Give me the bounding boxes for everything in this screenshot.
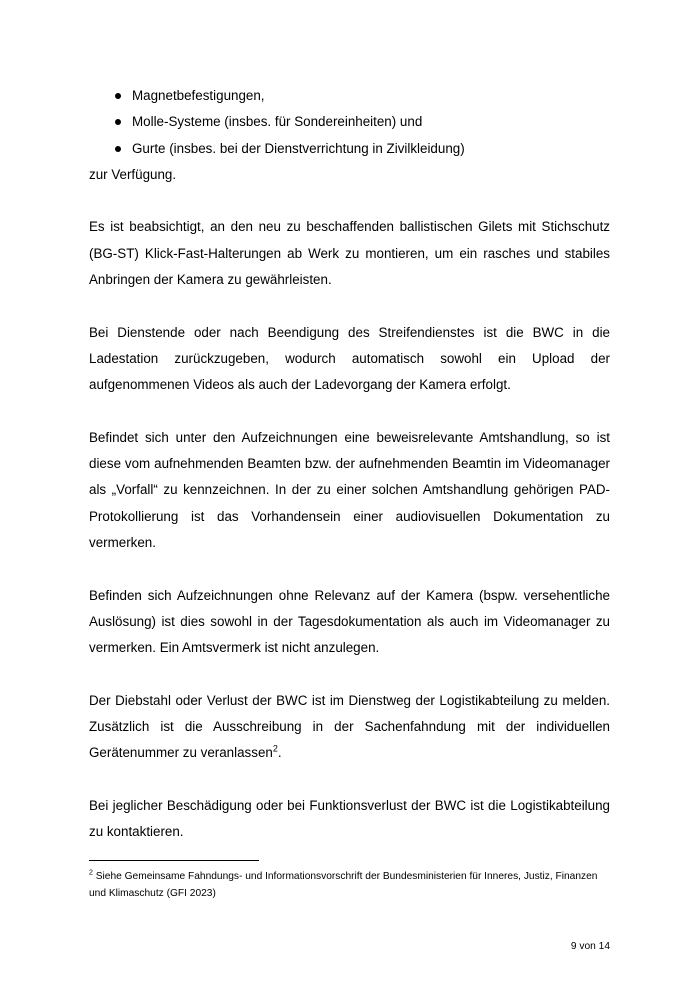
footnote-separator [89, 860, 259, 861]
bullet-icon [115, 119, 121, 125]
paragraph-irrelevant-recordings: Befinden sich Aufzeichnungen ohne Relevanz auf der Kamera (bspw. versehentliche Auslösung) ist dies sowohl in der Tagesdokumentation als auch im Videomanager zu vermerken. Ein Amtsvermerk ist nicht anzulegen. [89, 587, 610, 656]
page-number: 9 von 14 [570, 941, 610, 952]
footnote-number: 2 [89, 869, 93, 877]
theft-text: Der Diebstahl oder Verlust der BWC ist im Dienstweg der Logistikabteilung zu melden. Zusätzlich ist die Ausschreibung in der Sachenfahndung mit der individuellen Gerätenummer zu veranlassen [89, 692, 610, 761]
bullet-icon [115, 146, 121, 152]
list-lead-out: zur Verfügung. [89, 166, 177, 182]
paragraph-damage: Bei jeglicher Beschädigung oder bei Funktionsverlust der BWC ist die Logistikabteilung zu kontaktieren. [89, 798, 610, 840]
footnote-text: Siehe Gemeinsame Fahndungs- und Informationsvorschrift der Bundesministerien für Inneres, Justiz, Finanzen und Klimaschutz (GFI 2023) [89, 871, 598, 899]
list-item [89, 83, 610, 109]
footnote [89, 868, 610, 902]
paragraph-charging-station: Bei Dienstende oder nach Beendigung des Streifendienstes ist die BWC in die Ladestation zurückzugeben, wodurch automatisch sowohl ein Upload der aufgenommenen Videos als auch der Ladevorgang der Kamera erfolgt. [89, 324, 610, 393]
body-text [89, 83, 610, 846]
list-item [89, 109, 610, 135]
list-item-text: Magnetbefestigungen, [132, 88, 265, 103]
theft-text-end: . [277, 745, 282, 761]
paragraph-theft-loss [89, 688, 610, 767]
bullet-icon [115, 93, 121, 99]
list-item-text: Molle-Systeme (insbes. für Sondereinheiten) und [132, 114, 423, 130]
list-item [89, 136, 610, 162]
paragraph-evidence-marking: Befindet sich unter den Aufzeichnungen eine beweisrelevante Amtshandlung, so ist diese vom aufnehmenden Beamten bzw. der aufnehmenden Beamtin im Videomanager als „Vorfall“ zu kennzeichnen. In der zu einer solchen Amtshandlung gehörigen PAD-Protokollierung ist das Vorhandensein einer audiovisuellen Dokumentation zu vermerken. [89, 429, 610, 551]
footnote-reference: 2 [272, 743, 278, 754]
list-item-text: Gurte (insbes. bei der Dienstverrichtung in Zivilkleidung) [132, 140, 465, 156]
paragraph-bg-st-mounting: Es ist beabsichtigt, an den neu zu beschaffenden ballistischen Gilets mit Stichschutz (BG-ST) Klick-Fast-Halterungen ab Werk zu montieren, um ein rasches und stabiles Anbringen der Kamera zu gewährleisten. [89, 219, 610, 288]
mounting-options-list [89, 83, 610, 162]
